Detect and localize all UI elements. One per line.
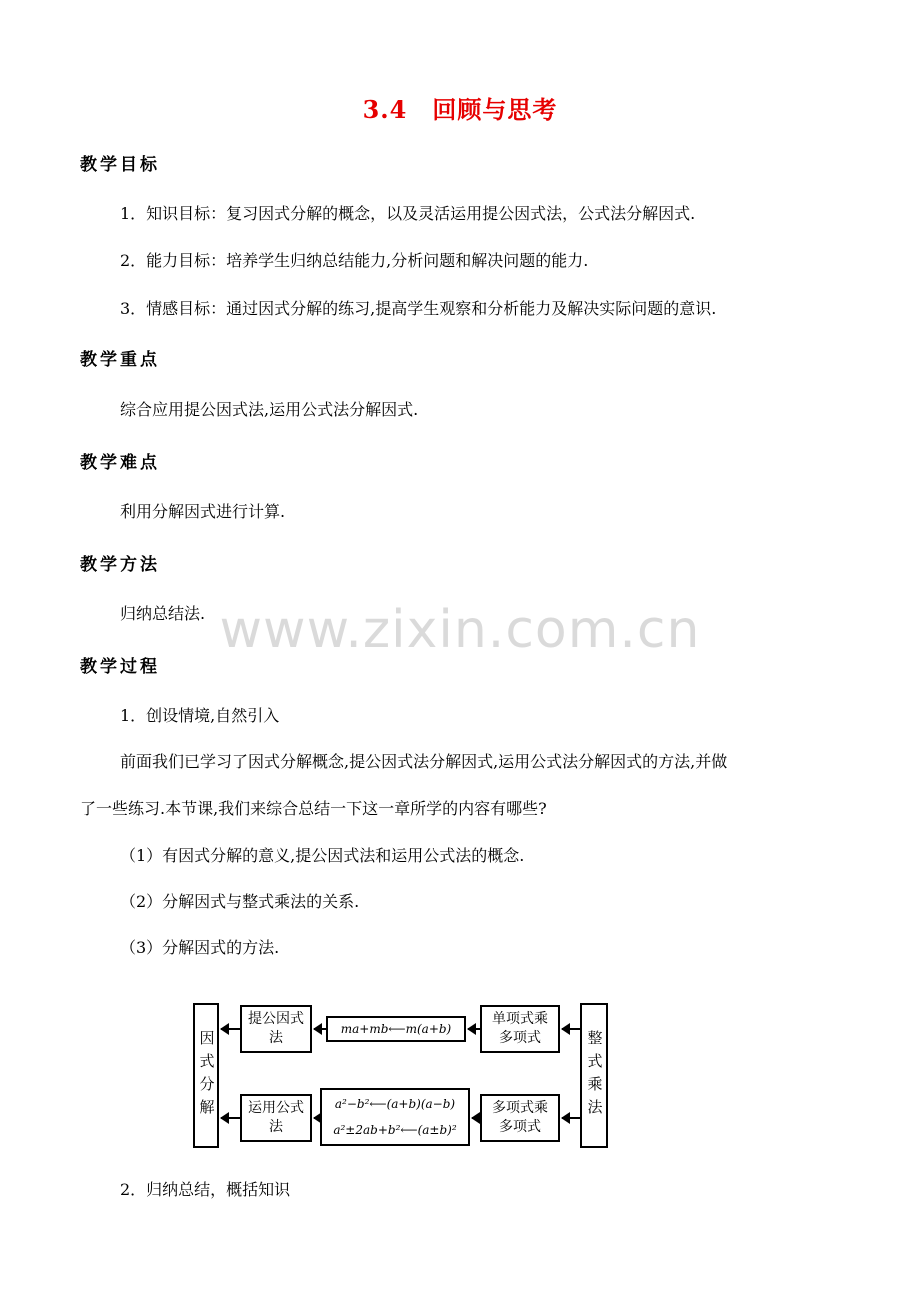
process-item-2: （2）分解因式与整式乘法的关系. [120,892,360,911]
heading-difficulties: 教学难点 [80,453,160,473]
key-points-text: 综合应用提公因式法,运用公式法分解因式. [120,400,419,419]
arrow-left-6 [472,1117,480,1119]
diagram-formula-perfect-square: a²±2ab+b²⟵(a±b)² [333,1123,457,1137]
diagram-monomial-times-polynomial-box: 单项式乘多项式 [480,1005,560,1053]
process-step-1: 1．创设情境,自然引入 [120,706,280,725]
arrow-left-7 [562,1028,580,1030]
diagram-formula-box-2 [320,1088,470,1146]
diagram-polynomial-multiplication-box: 整式乘法 [580,1003,608,1148]
heading-methods: 教学方法 [80,555,160,575]
diagram-formula-difference-of-squares: a²−b²⟵(a+b)(a−b) [334,1097,456,1111]
heading-key-points: 教学重点 [80,350,160,370]
factorization-diagram [193,1003,608,1148]
process-step-2: 2．归纳总结，概括知识 [120,1180,291,1199]
process-paragraph-line-2: 了一些练习.本节课,我们来综合总结一下这一章所学的内容有哪些? [80,799,547,818]
diagram-formula-method-box: 运用公式法 [240,1094,312,1142]
process-item-3: （3）分解因式的方法. [120,938,280,957]
goal-item-2: 2．能力目标：培养学生归纳总结能力,分析问题和解决问题的能力. [120,251,589,270]
diagram-formula-common-factor: ma+mb⟵m(a+b) [326,1016,466,1042]
diagram-polynomial-times-polynomial-box: 多项式乘多项式 [480,1094,560,1142]
arrow-left-5 [468,1028,480,1030]
methods-text: 归纳总结法. [120,604,206,623]
diagram-factorization-box: 因式分解 [193,1003,219,1148]
heading-goals: 教学目标 [80,155,160,175]
arrow-left-1 [221,1028,240,1030]
arrow-left-2 [221,1117,240,1119]
page-title: 3.4 回顾与思考 [362,95,558,124]
arrow-left-3 [314,1028,326,1030]
process-item-1: （1）有因式分解的意义,提公因式法和运用公式法的概念. [120,846,525,865]
difficulties-text: 利用分解因式进行计算. [120,502,286,521]
goal-item-1: 1．知识目标：复习因式分解的概念，以及灵活运用提公因式法，公式法分解因式. [120,204,696,223]
arrow-left-8 [562,1117,580,1119]
watermark: www.zixin.com.cn [219,600,701,660]
process-paragraph-line-1: 前面我们已学习了因式分解概念,提公因式法分解因式,运用公式法分解因式的方法,并做 [120,752,728,771]
diagram-common-factor-box: 提公因式法 [240,1005,312,1053]
heading-process: 教学过程 [80,657,160,677]
goal-item-3: 3．情感目标：通过因式分解的练习,提高学生观察和分析能力及解决实际问题的意识. [120,299,717,318]
